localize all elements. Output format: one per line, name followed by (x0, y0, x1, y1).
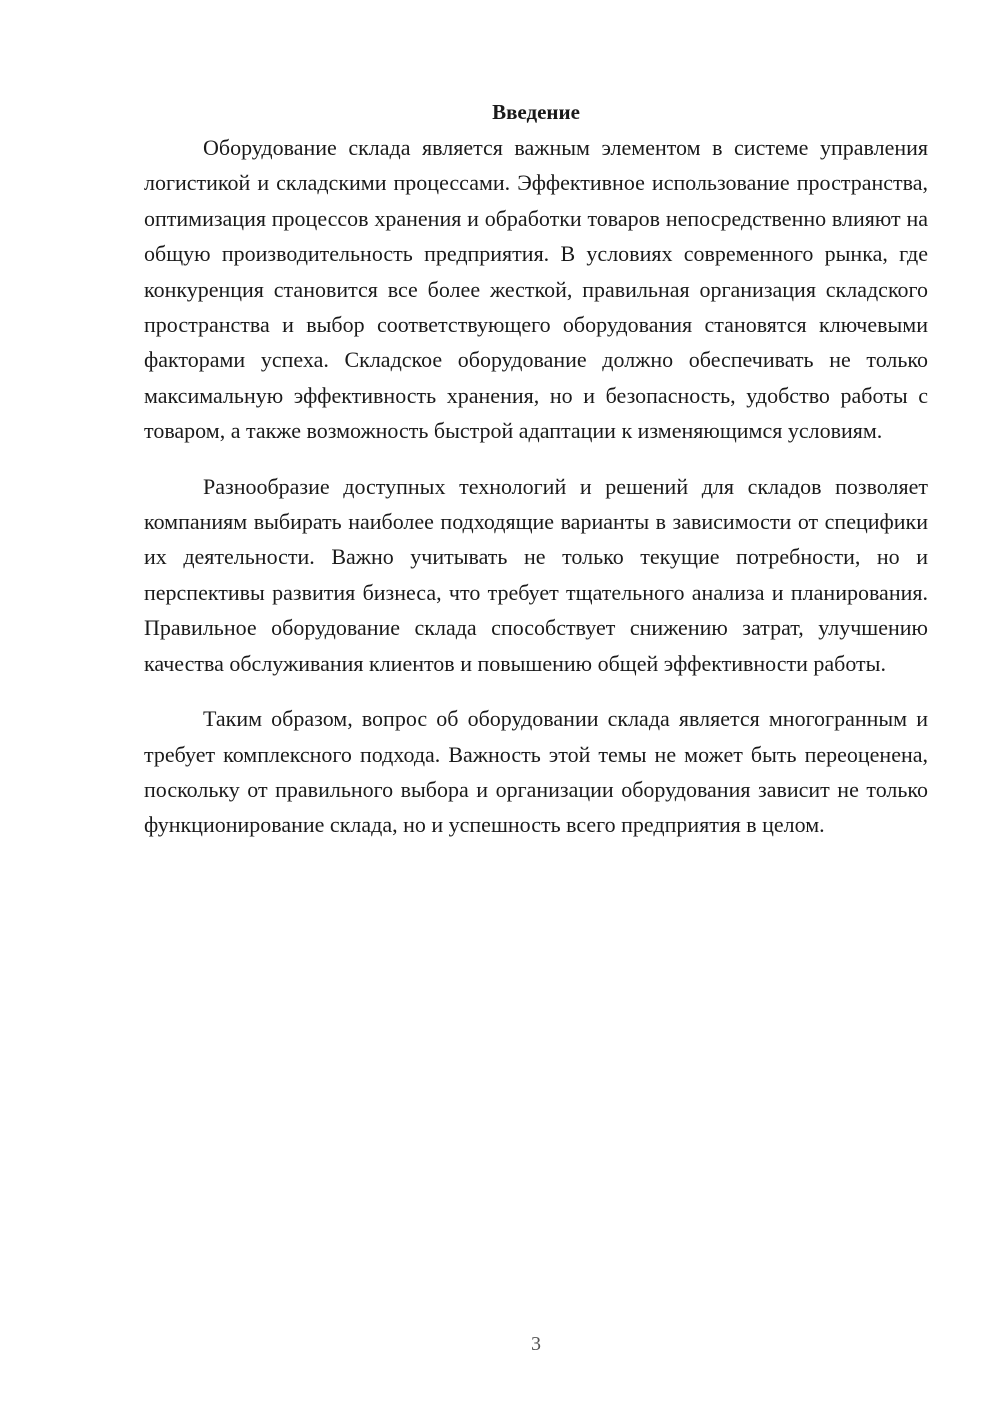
paragraph-1: Оборудование склада является важным элементом в системе управления логистикой и складскими процессами. Эффективное использование пространства, оптимизация процессов хранения и обработки товаров непосредственно влияют на общую производительность предприятия. В условиях современного рынка, где конкуренция становится все более жесткой, правильная организация складского пространства и выбор соответствующего оборудования становятся ключевыми факторами успеха. Складское оборудование должно обеспечивать не только максимальную эффективность хранения, но и безопасность, удобство работы с товаром, а также возможность быстрой адаптации к изменяющимся условиям. (144, 135, 928, 444)
paragraph-3: Таким образом, вопрос об оборудовании склада является многогранным и требует комплексного подхода. Важность этой темы не может быть переоценена, поскольку от правильного выбора и организации оборудования зависит не только функционирование склада, но и успешность всего предприятия в целом. (144, 706, 928, 838)
section-title: Введение (492, 100, 580, 124)
paragraph-2: Разнообразие доступных технологий и решений для складов позволяет компаниям выбирать наиболее подходящие варианты в зависимости от специфики их деятельности. Важно учитывать не только текущие потребности, но и перспективы развития бизнеса, что требует тщательного анализа и планирования. Правильное оборудование склада способствует снижению затрат, улучшению качества обслуживания клиентов и повышению общей эффективности работы. (144, 473, 928, 676)
page-number: 3 (531, 1333, 541, 1355)
page-content (144, 96, 928, 863)
